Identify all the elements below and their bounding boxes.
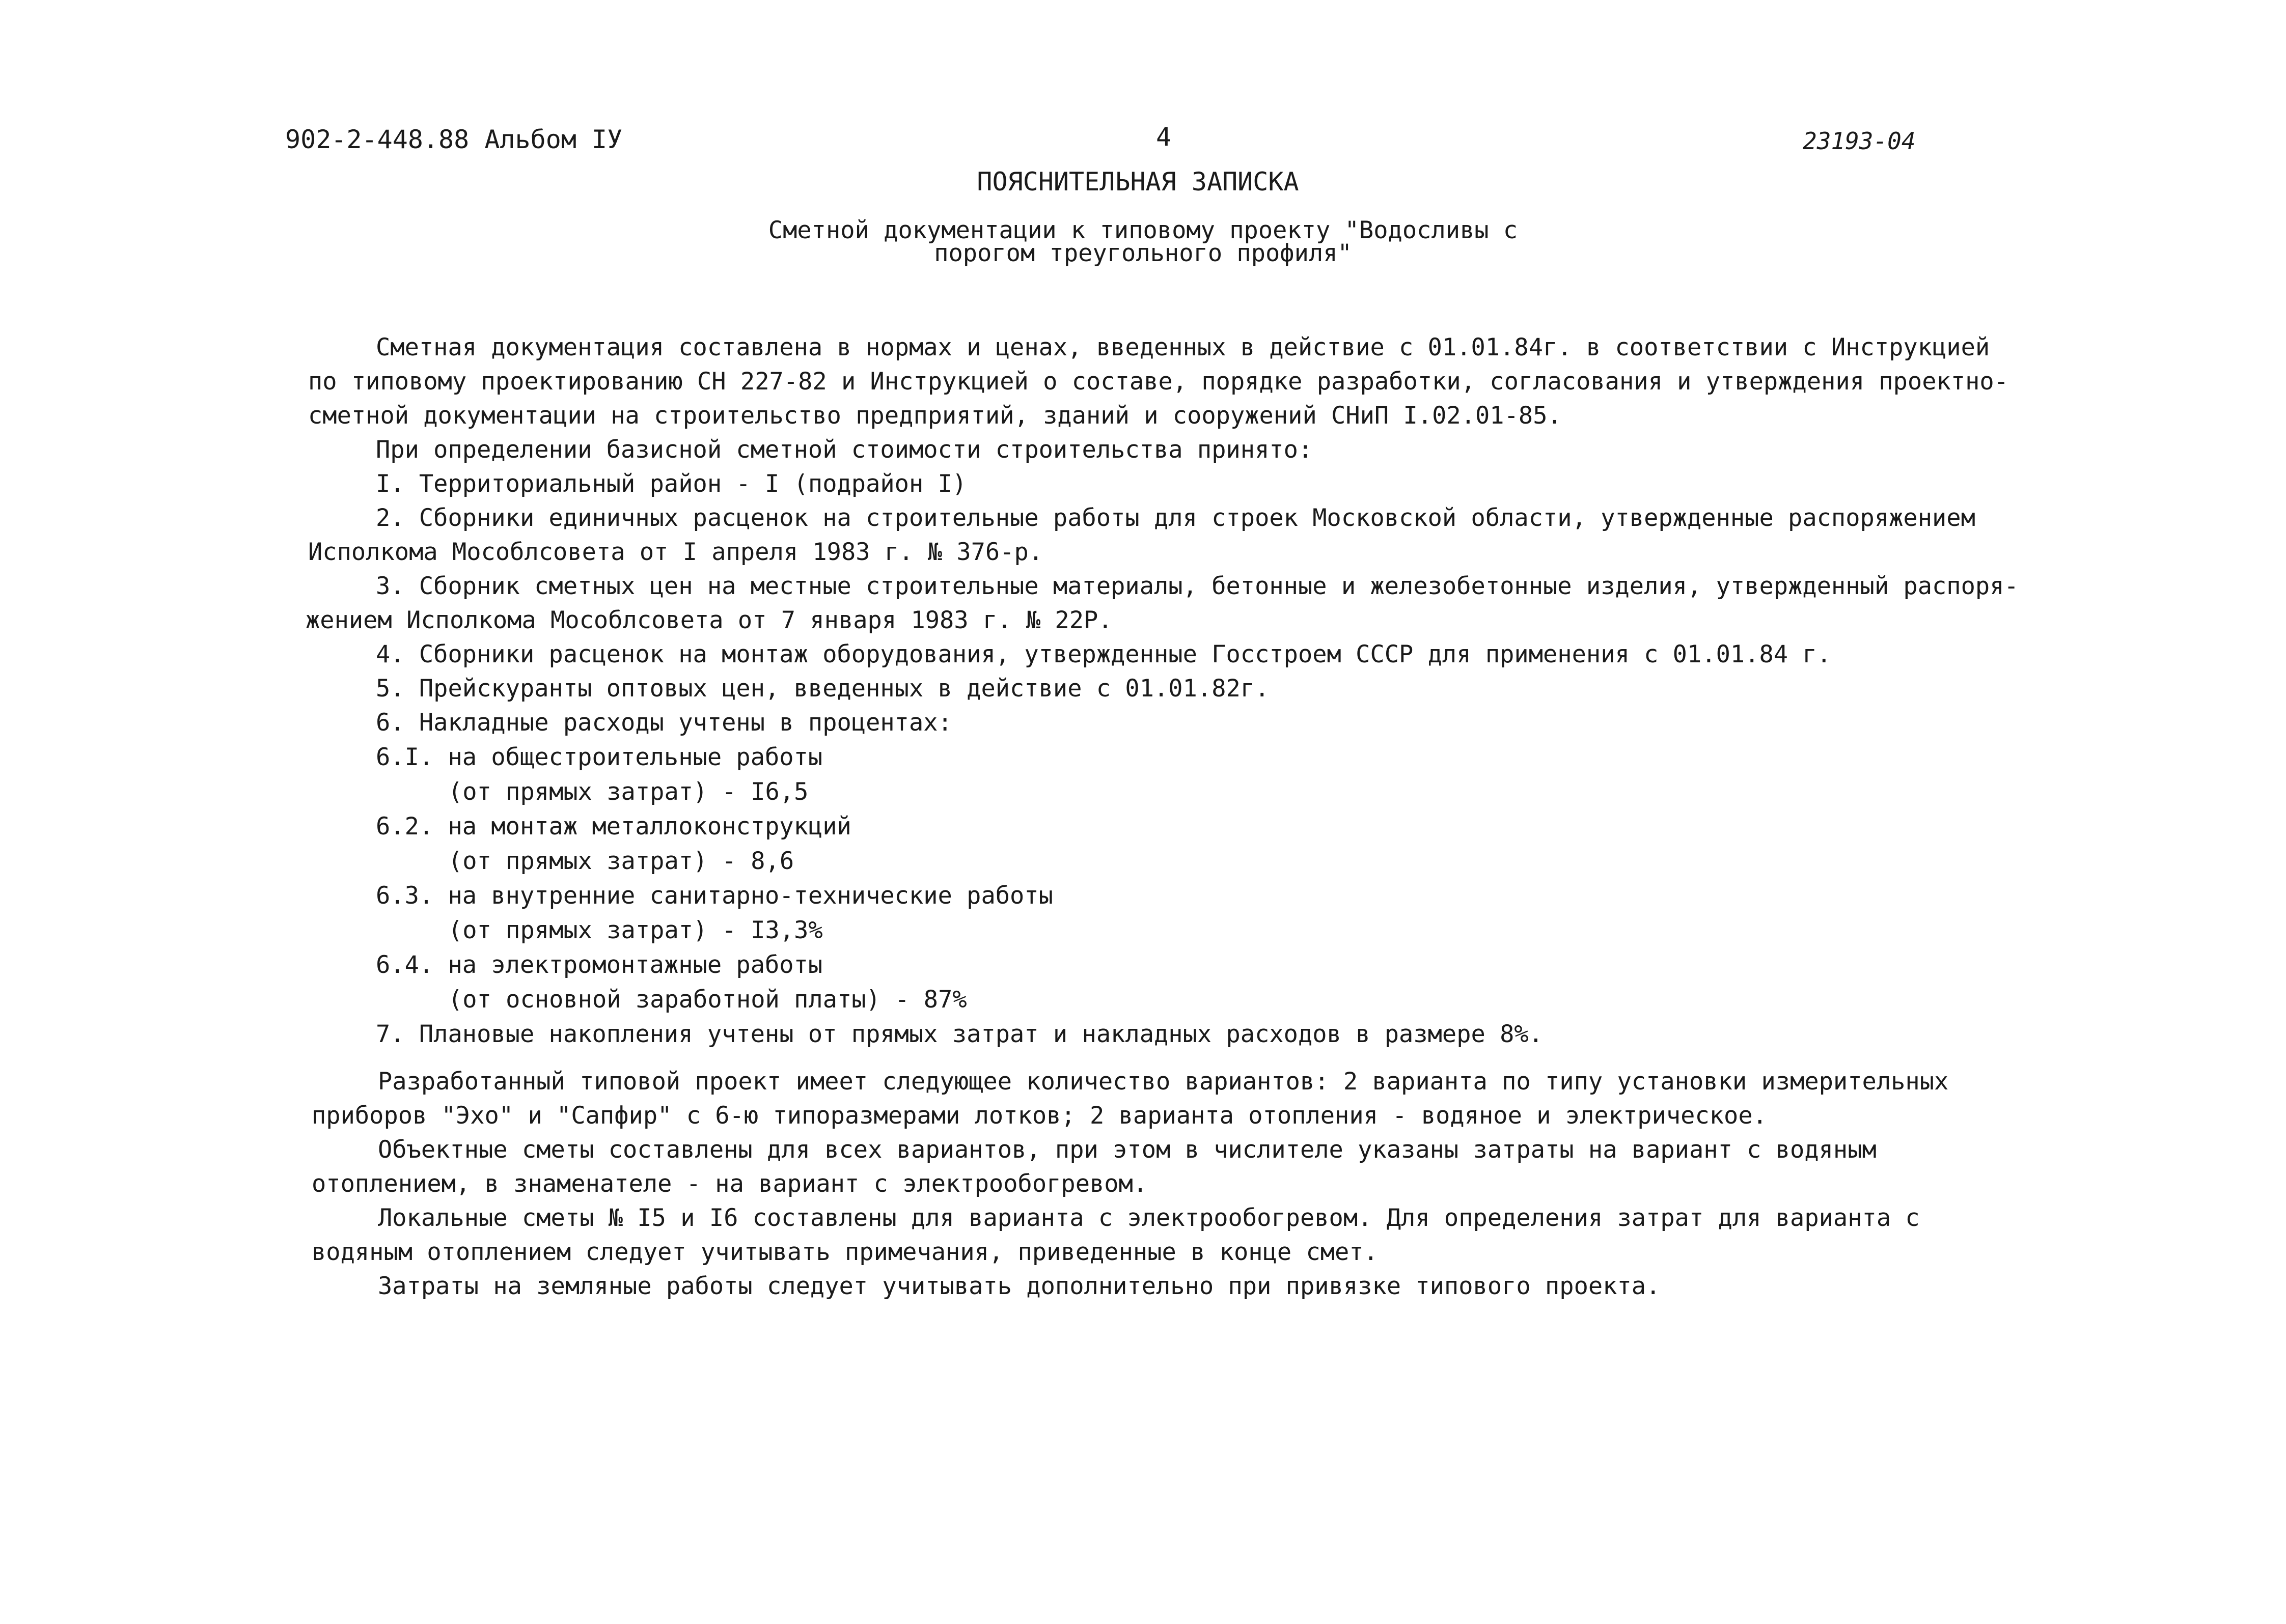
body-line-4: При определении базисной сметной стоимости строительства принято: xyxy=(376,436,1313,464)
body-line-27: водяным отоплением следует учитывать примечания, приведенные в конце смет. xyxy=(312,1238,1378,1266)
body-line-25: отоплением, в знаменателе - на вариант с электрообогревом. xyxy=(312,1170,1148,1198)
body-line-9: жением Исполкома Мособлсовета от 7 января 1983 г. № 22Р. xyxy=(306,606,1113,634)
body-line-26: Локальные сметы № I5 и I6 составлены для варианта с электрообогревом. Для определения затрат для варианта с xyxy=(378,1204,1920,1232)
body-line-16: (от прямых затрат) - 8,6 xyxy=(448,847,794,875)
document-code: 902-2-448.88 Альбом IУ xyxy=(285,125,623,154)
body-line-5: I. Территориальный район - I (подрайон I) xyxy=(376,470,967,498)
body-line-8: 3. Сборник сметных цен на местные строительные материалы, бетонные и железобетонные изделия, утвержденный распоря- xyxy=(376,572,2019,600)
body-line-14: (от прямых затрат) - I6,5 xyxy=(448,778,809,806)
body-line-11: 5. Прейскуранты оптовых цен, введенных в действие с 01.01.82г. xyxy=(376,675,1270,703)
archive-number: 23193-04 xyxy=(1803,127,1916,155)
page-number: 4 xyxy=(1156,122,1172,152)
body-line-19: 6.4. на электромонтажные работы xyxy=(376,951,823,979)
body-line-7: Исполкома Мособлсовета от I апреля 1983 г. № 376-р. xyxy=(308,538,1043,566)
body-line-22: Разработанный типовой проект имеет следующее количество вариантов: 2 варианта по типу установки измерительных xyxy=(378,1068,1949,1096)
body-line-12: 6. Накладные расходы учтены в процентах: xyxy=(376,709,952,737)
body-line-15: 6.2. на монтаж металлоконструкций xyxy=(376,813,851,841)
body-line-24: Объектные сметы составлены для всех вариантов, при этом в числителе указаны затраты на вариант с водяным xyxy=(378,1136,1877,1164)
body-line-28: Затраты на земляные работы следует учитывать дополнительно при привязке типового проекта. xyxy=(378,1272,1661,1300)
body-line-20: (от основной заработной платы) - 87% xyxy=(448,986,967,1014)
body-line-23: приборов "Эхо" и "Сапфир" с 6-ю типоразмерами лотков; 2 варианта отопления - водяное и электрическое. xyxy=(312,1102,1767,1130)
body-line-13: 6.I. на общестроительные работы xyxy=(376,743,823,771)
page-title-text: ПОЯСНИТЕЛЬНАЯ ЗАПИСКА xyxy=(977,167,1299,197)
body-line-18: (от прямых затрат) - I3,3% xyxy=(448,916,823,944)
body-line-21: 7. Плановые накопления учтены от прямых затрат и накладных расходов в размере 8%. xyxy=(376,1020,1544,1048)
page-title xyxy=(0,167,2286,197)
body-line-10: 4. Сборники расценок на монтаж оборудования, утвержденные Госстроем СССР для применения с 01.01.84 г. xyxy=(376,640,1831,668)
body-line-17: 6.3. на внутренние санитарно-технические работы xyxy=(376,882,1053,910)
body-line-2: по типовому проектированию СН 227-82 и Инструкцией о составе, порядке разработки, согласования и утверждения проектно- xyxy=(308,368,2008,396)
body-line-6: 2. Сборники единичных расценок на строительные работы для строек Московской области, утвержденные распоряжением xyxy=(376,504,1975,532)
subtitle-line-1: Сметной документации к типовому проекту "Водосливы с xyxy=(768,216,1518,244)
subtitle-line-2: порогом треугольного профиля" xyxy=(934,239,1352,267)
body-line-3: сметной документации на строительство предприятий, зданий и сооружений СНиП I.02.01-85. xyxy=(308,402,1562,430)
body-line-1: Сметная документация составлена в нормах и ценах, введенных в действие с 01.01.84г. в соответствии с Инструкцией xyxy=(376,333,1990,361)
